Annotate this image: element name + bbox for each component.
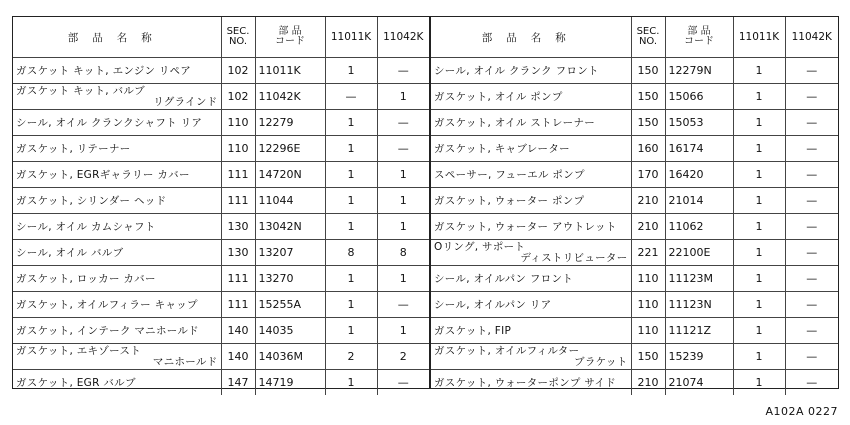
table-row	[431, 214, 838, 240]
sec-no-cell: 210	[631, 370, 665, 396]
part-name-cell	[431, 84, 631, 110]
part-name-cell	[431, 136, 631, 162]
qty-11042k-cell: —	[785, 84, 838, 110]
qty-11042k-cell: 1	[377, 162, 429, 188]
part-code-cell: 21014	[665, 188, 733, 214]
table-row	[431, 162, 838, 188]
sec-no-cell: 110	[631, 266, 665, 292]
parts-table-left	[13, 17, 429, 395]
table-row	[13, 110, 429, 136]
part-code-cell: 13270	[255, 266, 325, 292]
qty-11042k-cell: 1	[377, 84, 429, 110]
part-name-continued: リグラインド	[153, 95, 218, 108]
qty-11011k-cell: 1	[733, 292, 785, 318]
table-row	[431, 266, 838, 292]
part-code-cell: 11011K	[255, 58, 325, 84]
part-code-cell: 14719	[255, 370, 325, 396]
table-row	[13, 266, 429, 292]
sec-no-cell: 111	[221, 292, 255, 318]
header-sec-no: SEC. NO.	[221, 17, 255, 58]
part-name: ガスケット, キャブレーター	[434, 143, 570, 155]
qty-11042k-cell: —	[785, 240, 838, 266]
sec-no-cell: 140	[221, 318, 255, 344]
part-name-cell	[431, 266, 631, 292]
qty-11011k-cell: —	[325, 84, 377, 110]
table-row	[431, 240, 838, 266]
part-code-cell: 11123M	[665, 266, 733, 292]
part-name: シール, オイル バルブ	[16, 247, 124, 259]
sec-no-cell: 150	[631, 110, 665, 136]
sec-no-cell: 110	[221, 136, 255, 162]
table-row	[431, 188, 838, 214]
table-row	[13, 58, 429, 84]
qty-11042k-cell: —	[785, 110, 838, 136]
part-name: ガスケット, オイル ポンプ	[434, 91, 563, 103]
sec-no-cell: 140	[221, 344, 255, 370]
table-row	[13, 292, 429, 318]
part-code-cell: 16420	[665, 162, 733, 188]
qty-11011k-cell: 1	[325, 370, 377, 396]
part-code-cell: 14035	[255, 318, 325, 344]
part-name: シール, オイルパン フロント	[434, 273, 574, 285]
sec-no-cell: 130	[221, 214, 255, 240]
header-sec-no: SEC. NO.	[631, 17, 665, 58]
header-row	[13, 17, 429, 58]
sec-no-cell: 210	[631, 188, 665, 214]
part-name: ガスケット, EGR バルブ	[16, 377, 136, 389]
part-code-cell: 15053	[665, 110, 733, 136]
part-code-cell: 15239	[665, 344, 733, 370]
parts-table-frame	[12, 16, 839, 389]
part-name-cell	[431, 58, 631, 84]
qty-11011k-cell: 1	[733, 344, 785, 370]
table-row	[13, 318, 429, 344]
table-row	[13, 370, 429, 396]
sec-no-cell: 102	[221, 58, 255, 84]
part-name: ガスケット キット, バルブ	[16, 84, 145, 97]
qty-11042k-cell: —	[785, 136, 838, 162]
header-part-code: 部 品 コード	[255, 17, 325, 58]
header-11011k: 11011K	[733, 17, 785, 58]
qty-11042k-cell: —	[377, 136, 429, 162]
qty-11011k-cell: 1	[733, 214, 785, 240]
part-name: ガスケット, インテーク マニホールド	[16, 325, 199, 337]
table-row	[13, 162, 429, 188]
sec-no-cell: 110	[631, 318, 665, 344]
qty-11011k-cell: 1	[325, 188, 377, 214]
part-name-cell	[431, 110, 631, 136]
part-name-cell	[13, 344, 221, 370]
part-name: シール, オイル クランクシャフト リア	[16, 117, 203, 129]
header-row	[431, 17, 838, 58]
table-row	[13, 188, 429, 214]
part-name: シール, オイル クランク フロント	[434, 65, 599, 77]
qty-11042k-cell: —	[785, 370, 838, 396]
qty-11042k-cell: 1	[377, 188, 429, 214]
part-name-cell	[13, 84, 221, 110]
table-row	[431, 110, 838, 136]
part-name-cell	[13, 292, 221, 318]
part-name-cell	[13, 240, 221, 266]
table-row	[431, 136, 838, 162]
qty-11011k-cell: 1	[733, 188, 785, 214]
part-code-cell: 21074	[665, 370, 733, 396]
qty-11042k-cell: —	[377, 292, 429, 318]
part-name-cell	[431, 370, 631, 396]
qty-11011k-cell: 1	[733, 240, 785, 266]
table-row	[431, 84, 838, 110]
part-name-cell	[431, 240, 631, 266]
part-name-continued: ディストリビューター	[520, 251, 628, 264]
part-name: ガスケット, ウォーターポンプ サイド	[434, 377, 617, 389]
part-code-cell: 11044	[255, 188, 325, 214]
qty-11042k-cell: —	[785, 344, 838, 370]
table-row	[431, 58, 838, 84]
qty-11042k-cell: —	[785, 266, 838, 292]
qty-11042k-cell: 2	[377, 344, 429, 370]
header-part-name: 部品名称	[431, 17, 631, 58]
qty-11011k-cell: 1	[325, 162, 377, 188]
part-code-cell: 12296E	[255, 136, 325, 162]
part-name: ガスケット, リテーナー	[16, 143, 131, 155]
qty-11042k-cell: 1	[377, 214, 429, 240]
qty-11011k-cell: 1	[325, 58, 377, 84]
part-code-cell: 14036M	[255, 344, 325, 370]
qty-11011k-cell: 1	[325, 110, 377, 136]
qty-11042k-cell: —	[377, 370, 429, 396]
part-name-cell	[431, 318, 631, 344]
part-code-cell: 22100E	[665, 240, 733, 266]
sec-no-cell: 160	[631, 136, 665, 162]
qty-11011k-cell: 1	[325, 292, 377, 318]
qty-11011k-cell: 1	[325, 214, 377, 240]
table-row	[431, 318, 838, 344]
qty-11042k-cell: —	[785, 162, 838, 188]
part-code-cell: 12279N	[665, 58, 733, 84]
part-name: ガスケット, EGRギャラリー カバー	[16, 169, 190, 181]
part-name-cell	[13, 266, 221, 292]
part-code-cell: 11062	[665, 214, 733, 240]
part-name: Oリング, サポート	[434, 240, 526, 253]
part-name-cell	[431, 188, 631, 214]
part-code-cell: 11042K	[255, 84, 325, 110]
part-name-cell	[13, 318, 221, 344]
sec-no-cell: 150	[631, 84, 665, 110]
part-code-cell: 13207	[255, 240, 325, 266]
qty-11011k-cell: 2	[325, 344, 377, 370]
qty-11011k-cell: 1	[733, 370, 785, 396]
qty-11011k-cell: 1	[325, 266, 377, 292]
qty-11042k-cell: —	[785, 318, 838, 344]
table-row	[431, 370, 838, 396]
part-code-cell: 14720N	[255, 162, 325, 188]
qty-11011k-cell: 1	[733, 162, 785, 188]
qty-11042k-cell: —	[785, 58, 838, 84]
qty-11042k-cell: —	[785, 188, 838, 214]
part-name: ガスケット, ウォーター アウトレット	[434, 221, 617, 233]
part-name-cell	[431, 214, 631, 240]
part-code-cell: 15066	[665, 84, 733, 110]
part-code-cell: 11123N	[665, 292, 733, 318]
sec-no-cell: 111	[221, 266, 255, 292]
table-row	[13, 240, 429, 266]
table-row	[13, 214, 429, 240]
sec-no-cell: 150	[631, 58, 665, 84]
part-name: スペーサー, フューエル ポンプ	[434, 169, 585, 181]
sec-no-cell: 110	[221, 110, 255, 136]
sec-no-cell: 147	[221, 370, 255, 396]
qty-11042k-cell: 1	[377, 266, 429, 292]
part-name-cell	[431, 162, 631, 188]
header-part-name: 部品名称	[13, 17, 221, 58]
part-name: ガスケット, オイル ストレーナー	[434, 117, 596, 129]
sec-no-cell: 110	[631, 292, 665, 318]
qty-11011k-cell: 1	[325, 136, 377, 162]
qty-11042k-cell: 8	[377, 240, 429, 266]
sec-no-cell: 170	[631, 162, 665, 188]
part-name-cell	[431, 292, 631, 318]
figure-code: A102A 0227	[765, 405, 838, 418]
table-row	[13, 344, 429, 370]
part-name-cell	[13, 110, 221, 136]
part-name: ガスケット, ウォーター ポンプ	[434, 195, 585, 207]
qty-11011k-cell: 1	[733, 110, 785, 136]
part-name: ガスケット, シリンダー ヘッド	[16, 195, 167, 207]
qty-11042k-cell: —	[377, 110, 429, 136]
sec-no-cell: 102	[221, 84, 255, 110]
sec-no-cell: 111	[221, 188, 255, 214]
sec-no-cell: 130	[221, 240, 255, 266]
part-name-cell	[13, 188, 221, 214]
parts-table-right	[431, 17, 838, 395]
qty-11011k-cell: 8	[325, 240, 377, 266]
part-name: ガスケット, オイルフィラー キャップ	[16, 299, 198, 311]
qty-11011k-cell: 1	[733, 84, 785, 110]
part-code-cell: 16174	[665, 136, 733, 162]
part-name-cell	[431, 344, 631, 370]
qty-11011k-cell: 1	[733, 58, 785, 84]
qty-11011k-cell: 1	[733, 318, 785, 344]
part-name-cell	[13, 58, 221, 84]
part-code-cell: 15255A	[255, 292, 325, 318]
qty-11042k-cell: —	[785, 214, 838, 240]
qty-11011k-cell: 1	[733, 136, 785, 162]
part-name: シール, オイル カムシャフト	[16, 221, 156, 233]
part-name: ガスケット キット, エンジン リペア	[16, 65, 192, 77]
part-name: シール, オイルパン リア	[434, 299, 552, 311]
table-row	[431, 292, 838, 318]
part-code-cell: 12279	[255, 110, 325, 136]
part-code-cell: 11121Z	[665, 318, 733, 344]
part-name-cell	[13, 162, 221, 188]
part-name: ガスケット, FIP	[434, 325, 512, 337]
part-name-cell	[13, 370, 221, 396]
part-name-cell	[13, 136, 221, 162]
part-name: ガスケット, オイルフィルター	[434, 344, 580, 357]
qty-11011k-cell: 1	[325, 318, 377, 344]
qty-11011k-cell: 1	[733, 266, 785, 292]
header-11011k: 11011K	[325, 17, 377, 58]
part-name: ガスケット, ロッカー カバー	[16, 273, 156, 285]
table-row	[13, 136, 429, 162]
table-row	[13, 84, 429, 110]
part-name: ガスケット, エキゾースト	[16, 344, 142, 357]
part-name-cell	[13, 214, 221, 240]
qty-11042k-cell: 1	[377, 318, 429, 344]
header-11042k: 11042K	[785, 17, 838, 58]
part-code-cell: 13042N	[255, 214, 325, 240]
table-row	[431, 344, 838, 370]
header-11042k: 11042K	[377, 17, 429, 58]
sec-no-cell: 221	[631, 240, 665, 266]
qty-11042k-cell: —	[785, 292, 838, 318]
sec-no-cell: 150	[631, 344, 665, 370]
sec-no-cell: 210	[631, 214, 665, 240]
sec-no-cell: 111	[221, 162, 255, 188]
part-name-continued: マニホールド	[152, 355, 218, 368]
header-part-code: 部 品 コード	[665, 17, 733, 58]
part-name-continued: ブラケット	[574, 355, 628, 368]
qty-11042k-cell: —	[377, 58, 429, 84]
